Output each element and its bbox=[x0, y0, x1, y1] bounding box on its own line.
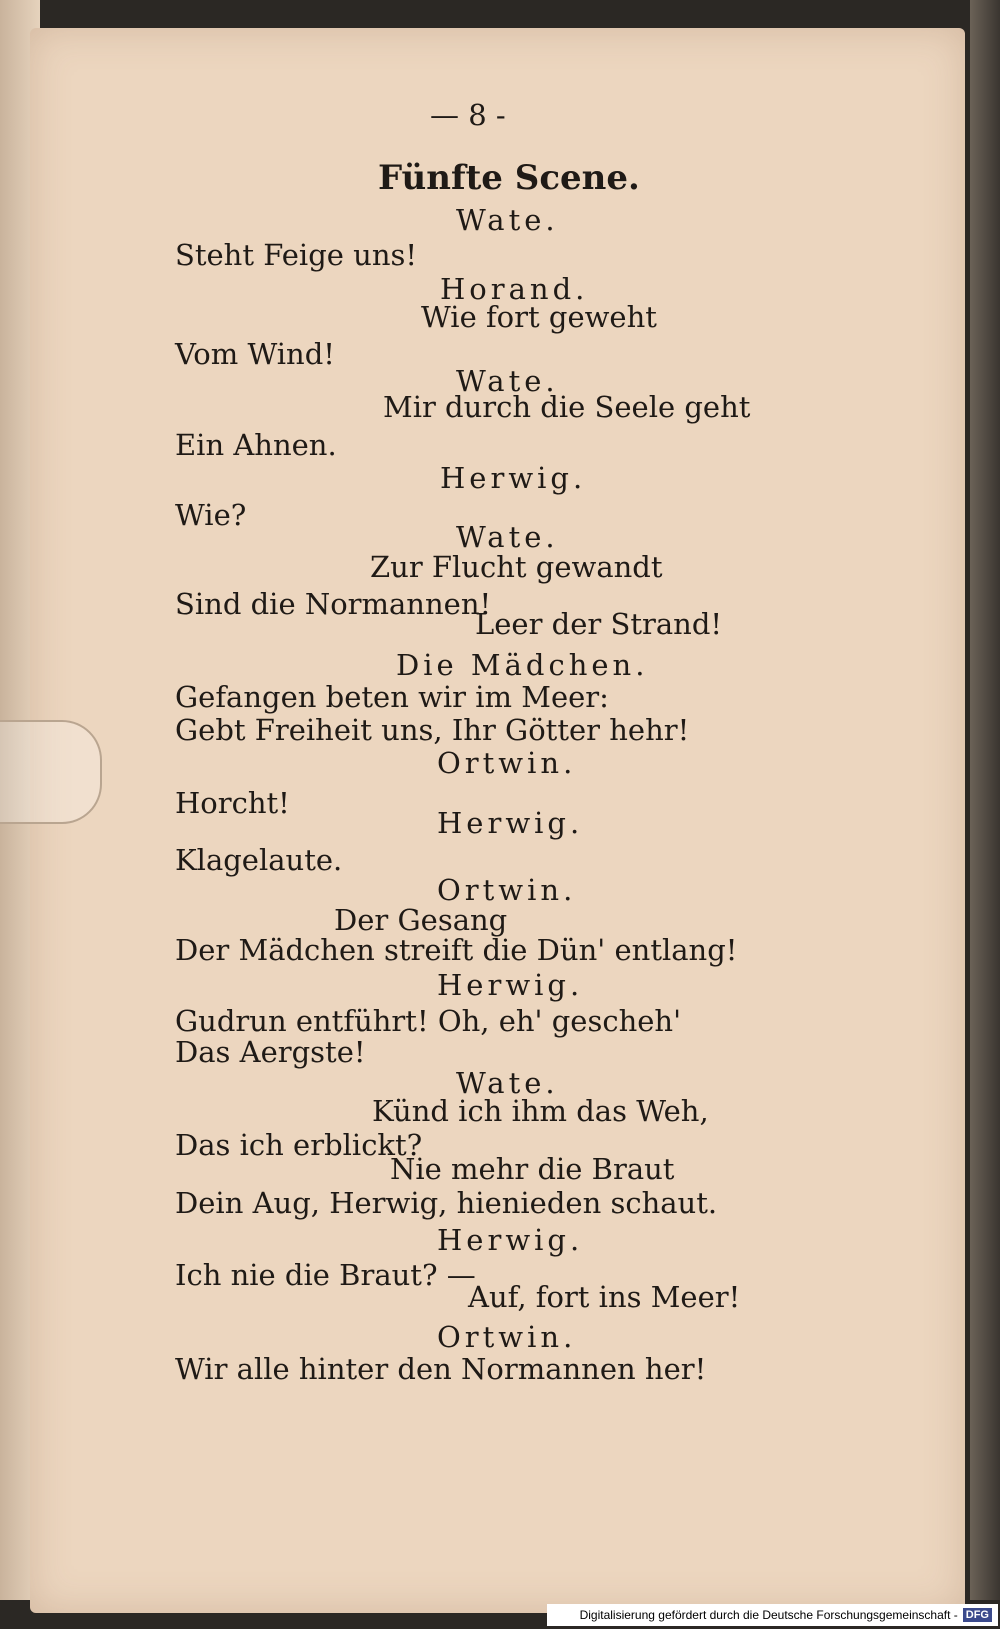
speaker-name: Ortwin. bbox=[437, 1320, 577, 1354]
verse-line: Sind die Normannen! bbox=[175, 587, 492, 621]
speaker-name: Wate. bbox=[456, 364, 559, 398]
speaker-name: Wate. bbox=[456, 203, 559, 237]
page-number: — 8 - bbox=[430, 98, 506, 132]
speaker-name: Herwig. bbox=[437, 1223, 584, 1257]
verse-line: Ich nie die Braut? — bbox=[175, 1258, 476, 1292]
speaker-name: Ortwin. bbox=[437, 746, 577, 780]
verse-line: Steht Feige uns! bbox=[175, 238, 418, 272]
verse-line: Horcht! bbox=[175, 786, 290, 820]
verse-line: Wie? bbox=[175, 498, 247, 532]
verse-line: Der Mädchen streift die Dün' entlang! bbox=[175, 933, 738, 967]
verse-line: Nie mehr die Braut bbox=[390, 1152, 675, 1186]
verse-line: Der Gesang bbox=[334, 903, 508, 937]
verse-line: Dein Aug, Herwig, hienieden schaut. bbox=[175, 1186, 718, 1220]
verse-line: Das ich erblickt? bbox=[175, 1128, 423, 1162]
verse-line: Wie fort geweht bbox=[421, 300, 657, 334]
verse-line: Zur Flucht gewandt bbox=[370, 550, 663, 584]
verse-line: Leer der Strand! bbox=[475, 607, 723, 641]
speaker-name: Horand. bbox=[440, 272, 589, 306]
speaker-name: Wate. bbox=[456, 1066, 559, 1100]
verse-line: Mir durch die Seele geht bbox=[383, 390, 751, 424]
verse-line: Auf, fort ins Meer! bbox=[468, 1280, 741, 1314]
verse-line: Gefangen beten wir im Meer: bbox=[175, 680, 609, 714]
dfg-logo: DFG bbox=[963, 1608, 992, 1622]
speaker-name: Ortwin. bbox=[437, 873, 577, 907]
verse-line: Klagelaute. bbox=[175, 843, 343, 877]
verse-line: Gebt Freiheit uns, Ihr Götter hehr! bbox=[175, 713, 690, 747]
scene-title: Fünfte Scene. bbox=[378, 158, 640, 198]
speaker-name: Herwig. bbox=[440, 461, 587, 495]
speaker-name: Wate. bbox=[456, 520, 559, 554]
verse-line: Ein Ahnen. bbox=[175, 428, 337, 462]
verse-line: Gudrun entführt! Oh, eh' gescheh' bbox=[175, 1004, 682, 1038]
digitization-footer bbox=[547, 1604, 998, 1626]
verse-line: Künd ich ihm das Weh, bbox=[372, 1094, 709, 1128]
verse-line: Vom Wind! bbox=[175, 337, 335, 371]
speaker-name: Die Mädchen. bbox=[396, 648, 649, 682]
speaker-name: Herwig. bbox=[437, 806, 584, 840]
verse-line: Das Aergste! bbox=[175, 1035, 366, 1069]
footer-credit: Digitalisierung gefördert durch die Deutsche Forschungsgemeinschaft - bbox=[579, 1608, 958, 1622]
verse-line: Wir alle hinter den Normannen her! bbox=[175, 1352, 707, 1386]
speaker-name: Herwig. bbox=[437, 968, 584, 1002]
